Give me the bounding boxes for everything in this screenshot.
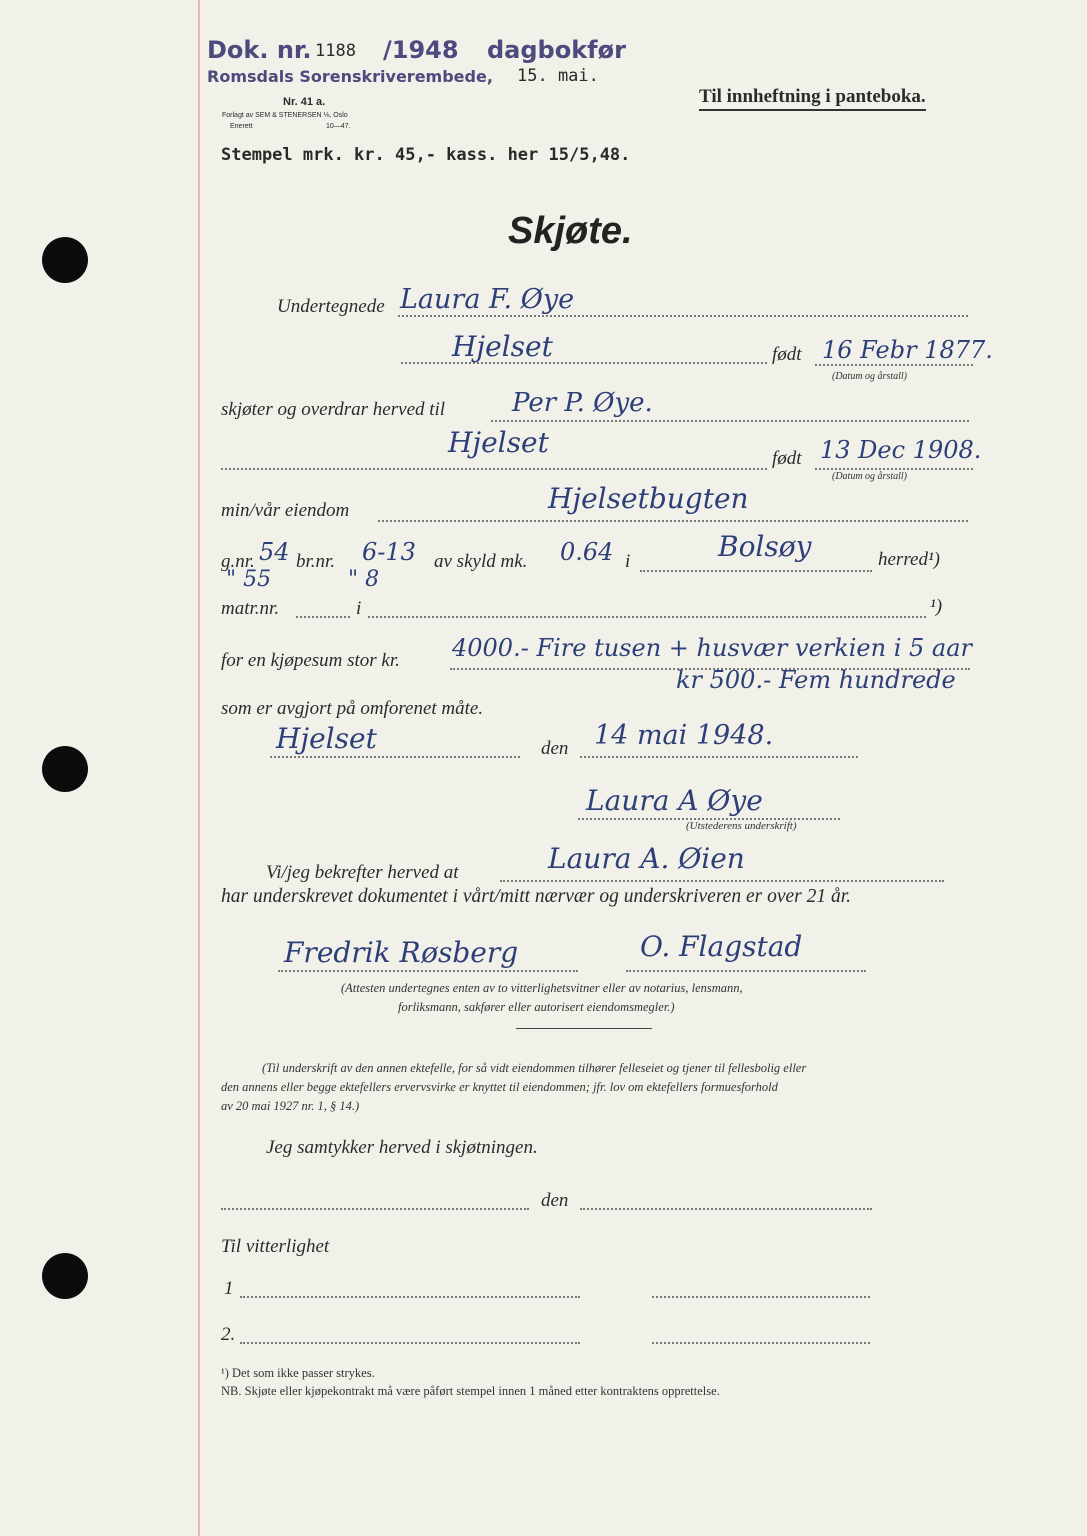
recipient-dots	[491, 420, 969, 422]
matr-i: i	[356, 598, 362, 619]
margin-line	[198, 0, 200, 1536]
dok-number: 1188	[315, 41, 356, 61]
datum-note-2: (Datum og årstall)	[832, 471, 907, 482]
sign-date-value: 14 mai 1948.	[594, 720, 774, 751]
signature-note: (Utstederens underskrift)	[686, 820, 797, 832]
spouse-note-2: den annens eller begge ektefellers ervervsvirke er knyttet til eiendommen; jfr. lov om ektefellers formuesforhold	[221, 1080, 778, 1094]
office-stamp: Romsdals Sorenskriverembede,	[207, 67, 493, 86]
dok-label: Dok. nr.	[207, 36, 312, 64]
place-2-dots	[221, 468, 767, 470]
vitterlighet-1-dots-right	[652, 1296, 870, 1298]
witness-1-value: Fredrik Røsberg	[284, 936, 519, 969]
place-2-value: Hjelset	[448, 426, 549, 459]
herred-label: herred¹)	[878, 549, 940, 570]
vitterlighet-1-dots-left	[240, 1296, 580, 1298]
vitterlighet-2-dots-left	[240, 1342, 580, 1344]
fodt-1-dots	[815, 364, 973, 366]
gnr-value: 54	[259, 538, 290, 566]
samtykke-sign-dots	[221, 1208, 529, 1210]
signature-value: Laura A Øye	[586, 784, 763, 817]
form-number: Nr. 41 a.	[283, 96, 326, 108]
fodt-2-value: 13 Dec 1908.	[820, 436, 982, 464]
spouse-note-1: (Til underskrift av den annen ektefelle, for så vidt eiendommen tilhører felleseiet og tjener til fellesbolig eller	[262, 1061, 807, 1075]
samtykke-label: Jeg samtykker herved i skjøtningen.	[266, 1137, 538, 1158]
skyld-value: 0.64	[560, 538, 614, 566]
recipient-value: Per P. Øye.	[512, 388, 653, 418]
footnote-2: NB. Skjøte eller kjøpekontrakt må være påført stempel innen 1 måned etter kontraktens opprettelse.	[221, 1384, 720, 1398]
gnr-label: g.nr.	[221, 551, 255, 572]
den-label: den	[541, 738, 569, 759]
fodt-1-label: født	[772, 344, 802, 365]
stempel-line: Stempel mrk. kr. 45,- kass. her 15/5,48.	[221, 145, 631, 165]
dagbok-label: dagbokfør	[487, 36, 626, 64]
den-2-label: den	[541, 1190, 569, 1211]
eiendom-dots	[378, 520, 968, 522]
vitterlighet-2-num: 2.	[221, 1324, 236, 1345]
right-title: Til innheftning i panteboka.	[699, 86, 926, 111]
eiendom-label: min/vår eiendom	[221, 500, 350, 521]
bekrefter-value: Laura A. Øien	[548, 842, 745, 875]
eiendom-value: Hjelsetbugten	[548, 482, 749, 515]
registration-date: 15. mai.	[517, 66, 599, 86]
vitterlighet-1-num: 1	[224, 1278, 234, 1299]
fodt-2-label: født	[772, 448, 802, 469]
punch-hole-middle	[42, 746, 88, 792]
publisher-line-1: Forlagt av SEM & STENERSEN ⅛, Oslo	[222, 112, 348, 119]
matr-dots	[296, 616, 350, 618]
publisher-line-2: Enerett	[230, 123, 253, 130]
document-title: Skjøte.	[508, 210, 633, 252]
witness-1-dots	[278, 970, 578, 972]
undertegnede-value: Laura F. Øye	[400, 284, 575, 315]
avgjort-label: som er avgjort på omforenet måte.	[221, 698, 484, 719]
publisher-date: 10—47.	[326, 123, 351, 130]
spouse-note-3: av 20 mai 1927 nr. 1, § 14.)	[221, 1099, 360, 1113]
skjoter-label: skjøter og overdrar herved til	[221, 399, 446, 420]
matr-i-dots	[368, 616, 926, 618]
datum-note-1: (Datum og årstall)	[832, 371, 907, 382]
punch-hole-bottom	[42, 1253, 88, 1299]
fodt-1-value: 16 Febr 1877.	[822, 336, 993, 364]
footnote-1: ¹) Det som ikke passer strykes.	[221, 1366, 375, 1380]
underskrevet-text: har underskrevet dokumentet i vårt/mitt nærvær og underskriveren er over 21 år.	[221, 886, 852, 907]
skyld-label: av skyld mk.	[434, 551, 528, 572]
brnr-2-value: " 8	[348, 567, 380, 592]
samtykke-date-dots	[580, 1208, 872, 1210]
gnr-2-value: " 55	[226, 567, 272, 592]
witness-2-value: O. Flagstad	[640, 930, 803, 963]
sign-date-dots	[580, 756, 858, 758]
fodt-2-dots	[815, 468, 973, 470]
matr-end: ¹)	[930, 596, 943, 617]
kjopesum-value-1: 4000.- Fire tusen + husvær verkien i 5 aar	[452, 634, 973, 662]
vitterlighet-2-dots-right	[652, 1342, 870, 1344]
place-1-value: Hjelset	[452, 330, 553, 363]
divider	[516, 1028, 652, 1029]
sign-place-value: Hjelset	[276, 722, 377, 755]
brnr-label: br.nr.	[296, 551, 336, 572]
kjopesum-label: for en kjøpesum stor kr.	[221, 650, 400, 671]
bekrefter-label: Vi/jeg bekrefter herved at	[266, 862, 459, 883]
witness-2-dots	[626, 970, 866, 972]
matr-label: matr.nr.	[221, 598, 280, 619]
undertegnede-label: Undertegnede	[277, 296, 385, 317]
vitterlighet-label: Til vitterlighet	[221, 1236, 330, 1257]
herred-value: Bolsøy	[718, 530, 812, 563]
punch-hole-top	[42, 237, 88, 283]
dok-year: /1948	[383, 36, 459, 64]
bekrefter-dots	[500, 880, 944, 882]
herred-dots	[640, 570, 872, 572]
attest-note-2: forliksmann, sakfører eller autorisert eiendomsmegler.)	[398, 1000, 675, 1014]
brnr-value: 6-13	[362, 538, 416, 566]
kjopesum-value-2: kr 500.- Fem hundrede	[676, 666, 956, 694]
attest-note-1: (Attesten undertegnes enten av to vitterlighetsvitner eller av notarius, lensmann,	[341, 981, 743, 995]
sign-place-dots	[270, 756, 520, 758]
i-label: i	[625, 551, 631, 572]
undertegnede-dots	[398, 315, 968, 317]
